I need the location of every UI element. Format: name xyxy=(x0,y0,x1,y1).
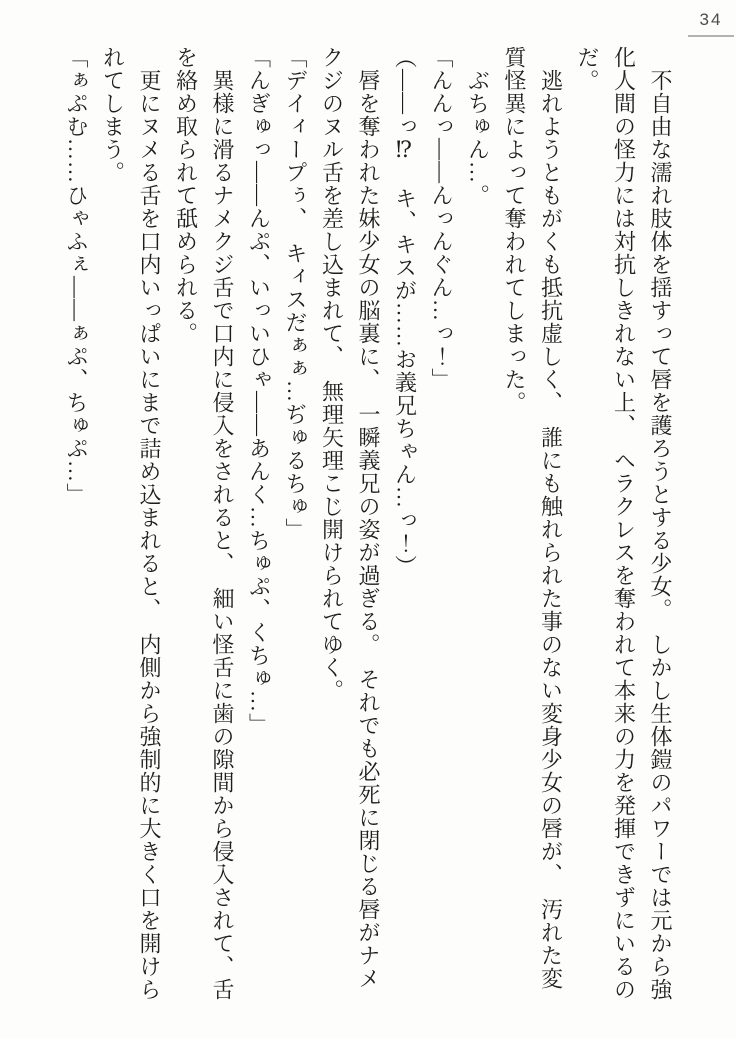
paragraph: （――っ⁉ キ、キスが……お義兄ちゃん…っ！） xyxy=(392,46,418,578)
paragraph: 不自由な濡れ肢体を揺すって唇を護ろうとする少女。 しかし生体鎧のパワーでは元から強化人間の怪力には対抗しきれない上、 ヘラクレスを奪われて本来の力を発揮できずにいるのだ。 xyxy=(575,46,673,1001)
paragraph: 「んぎゅっ――んぷ、いっいひゃ――あんく…ちゅぷ、くちゅ…」 xyxy=(246,46,272,736)
paragraph: 逃れようともがくも抵抗虚しく、 誰にも触れられた事のない変身少女の唇が、 汚れた変質怪異によって奪われてしまった。 xyxy=(502,46,564,990)
paragraph: 異様に滑るナメクジ舌で口内に侵入をされると、 細い怪舌に歯の隙間から侵入されて、舌を絡め取られて舐められる。 xyxy=(173,46,235,1001)
paragraph: 更にヌメる舌を口内いっぱいにまで詰め込まれると、 内側から強制的に大きく口を開けられてしまう。 xyxy=(100,46,162,1001)
page-text-block xyxy=(56,46,678,1012)
paragraph: ぶちゅん…。 xyxy=(465,46,491,207)
paragraph: 「デイィープぅ、 キィスだぁぁ…ぢゅるちゅ」 xyxy=(283,46,308,541)
paragraph: 「んんっ――んっんぐん…っ！」 xyxy=(429,46,454,391)
paragraph: 「ぁぷむ……ひゃふぇ――ぁぷ、ちゅぷ…」 xyxy=(64,46,89,506)
paragraph: 唇を奪われた妹少女の脳裏に、 一瞬義兄の姿が過ぎる。 それでも必死に閉じる唇がナメクジのヌル舌を差し込まれて、 無理矢理こじ開けられてゆく。 xyxy=(319,46,381,990)
page-number: 34 xyxy=(688,10,734,37)
